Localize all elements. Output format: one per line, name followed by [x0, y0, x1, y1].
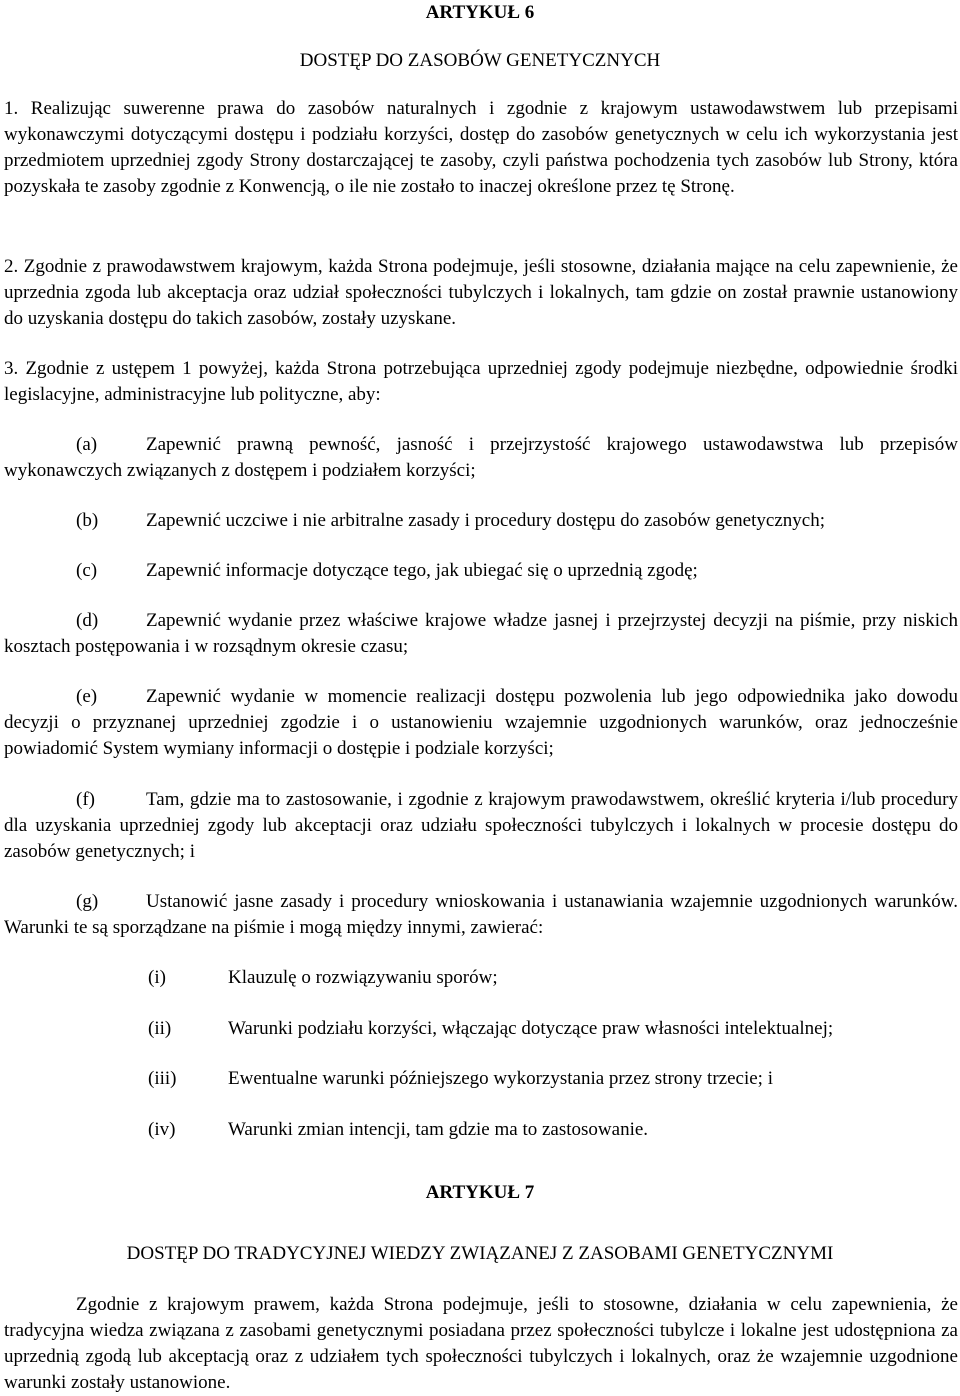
list-item-text: Zapewnić wydanie w momencie realizacji dostępu pozwolenia lub jego odpowiednika jako dowodu decyzji o przyznanej uprzedniej zgodzie i o ustanowieniu wzajemnie uzgodnionych warunków, oraz jednocześnie powiadomić System wymiany informacji o dostępie i podziale korzyści; [4, 686, 958, 759]
list-item-f [4, 787, 958, 865]
list-item-label: (f) [76, 789, 95, 810]
sub-item-label: (ii) [148, 1018, 172, 1039]
sub-item-i [0, 965, 960, 991]
sub-item-label: (iv) [148, 1119, 176, 1140]
article-7-subtitle: DOSTĘP DO TRADYCYJNEJ WIEDZY ZWIĄZANEJ Z ZASOBAMI GENETYCZNYMI [126, 1243, 834, 1264]
article-6-subtitle: DOSTĘP DO ZASOBÓW GENETYCZNYCH [299, 50, 661, 71]
list-item-text: Zapewnić informacje dotyczące tego, jak ubiegać się o uprzednią zgodę; [146, 560, 698, 581]
sub-item-iv [0, 1117, 960, 1143]
sub-item-ii [0, 1016, 960, 1042]
list-item-text: Zapewnić wydanie przez właściwe krajowe władze jasnej i przejrzystej decyzji na piśmie, przy niskich kosztach postępowania i w rozsądnym okresie czasu; [4, 610, 958, 657]
list-item-g [4, 889, 958, 941]
sub-item-label: (iii) [148, 1068, 177, 1089]
list-item-text: Tam, gdzie ma to zastosowanie, i zgodnie z krajowym prawodawstwem, określić kryteria i/lub procedury dla uzyskania uprzedniej zgody lub akceptacji oraz udziału społeczności tubylczych i lokalnych w procesie dostępu do zasobów genetycznych; i [4, 789, 958, 862]
article-6-title: ARTYKUŁ 6 [425, 2, 535, 23]
list-item-c [4, 558, 958, 584]
list-item-label: (e) [76, 686, 98, 707]
article-7-title: ARTYKUŁ 7 [425, 1182, 535, 1203]
list-item-b [4, 508, 958, 534]
list-item-text: Zapewnić uczciwe i nie arbitralne zasady i procedury dostępu do zasobów genetycznych; [146, 510, 825, 531]
list-item-label: (d) [76, 610, 99, 631]
list-item-text: Ustanowić jasne zasady i procedury wnioskowania i ustanawiania wzajemnie uzgodnionych warunków. Warunki te są sporządzane na piśmie i mogą między innymi, zawierać: [4, 891, 958, 938]
sub-item-iii [0, 1066, 960, 1092]
list-item-label: (c) [76, 560, 98, 581]
paragraph-3: 3. Zgodnie z ustępem 1 powyżej, każda Strona potrzebująca uprzedniej zgody podejmuje niezbędne, odpowiednie środki legislacyjne, administracyjne lub polityczne, aby: [4, 358, 958, 405]
sub-item-text: Warunki podziału korzyści, włączając dotyczące praw własności intelektualnej; [228, 1018, 834, 1039]
sub-item-text: Warunki zmian intencji, tam gdzie ma to zastosowanie. [228, 1119, 649, 1140]
sub-item-text: Klauzulę o rozwiązywaniu sporów; [228, 967, 498, 988]
list-item-a [4, 432, 958, 484]
sub-item-text: Ewentualne warunki późniejszego wykorzystania przez strony trzecie; i [228, 1068, 773, 1089]
list-item-label: (b) [76, 510, 99, 531]
list-item-label: (g) [76, 891, 99, 912]
sub-item-label: (i) [148, 967, 166, 988]
list-item-d [4, 608, 958, 660]
list-item-e [4, 684, 958, 762]
list-item-label: (a) [76, 434, 98, 455]
paragraph-2: 2. Zgodnie z prawodawstwem krajowym, każda Strona podejmuje, jeśli stosowne, działania mające na celu zapewnienie, że uprzednia zgoda lub akceptacja oraz udział społeczności tubylczych i lokalnych, tam gdzie on został prawnie ustanowiony do uzyskania dostępu do takich zasobów, zostały uzyskane. [4, 256, 958, 329]
paragraph-1: 1. Realizując suwerenne prawa do zasobów naturalnych i zgodnie z krajowym ustawodawstwem lub przepisami wykonawczymi dotyczącymi dostępu i podziału korzyści, dostęp do zasobów genetycznych w celu ich wykorzystania jest przedmiotem uprzedniej zgody Strony dostarczającej te zasoby, czyli państwa pochodzenia tych zasobów lub Strony, która pozyskała te zasoby zgodnie z Konwencją, o ile nie zostało to inaczej określone przez tę Stronę. [4, 98, 958, 197]
list-item-text: Zapewnić prawną pewność, jasność i przejrzystość krajowego ustawodawstwa lub przepisów wykonawczych związanych z dostępem i podziałem korzyści; [4, 434, 958, 481]
article-7-paragraph: Zgodnie z krajowym prawem, każda Strona podejmuje, jeśli to stosowne, działania w celu zapewnienia, że tradycyjna wiedza związana z zasobami genetycznymi posiadana przez społeczności tubylcze i lokalne jest udostępniona za uprzednią zgodą lub akceptacją oraz z udziałem tych społeczności tubylczych i lokalnych, oraz że wzajemnie uzgodnione warunki zostały ustanowione. [4, 1294, 958, 1393]
